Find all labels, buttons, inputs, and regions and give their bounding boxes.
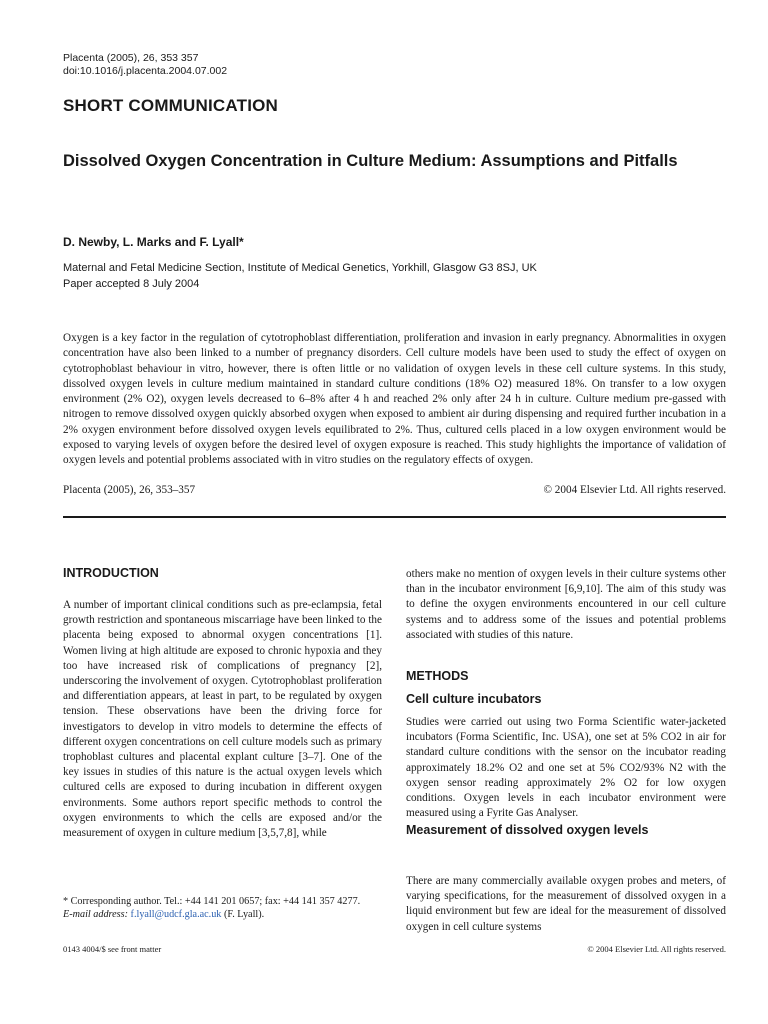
affiliation-block	[63, 260, 537, 292]
abstract-footer	[63, 484, 726, 496]
introduction-paragraph: A number of important clinical conditions such as pre-eclampsia, fetal growth restriction and spontaneous miscarriage have been linked to the placenta being exposed to abnormal oxygen concentrations [1]. Women living at high altitude are exposed to chronic hypoxia and they too have increased risk of complications of pregnancy [2], underscoring the involvement of oxygen. Cytotrophoblast proliferation and differentiation appears, at least in part, to be regulated by oxygen tension. These observations have been the driving force for investigators to develop in vitro models to determine the effects of different oxygen concentrations on cell culture models such as primary trophoblast cultures and placental explant culture [3–7]. One of the key issues in studies of this nature is the actual oxygen levels which cultured cells are exposed to during incubation in different oxygen environments. Some authors report specific methods to control the oxygen environments to which the cells are exposed and/or the measurement of oxygen in culture medium [3,5,7,8], while	[63, 599, 382, 840]
issn-note: 0143 4004/$ see front matter	[63, 944, 162, 954]
affiliation: Maternal and Fetal Medicine Section, Institute of Medical Genetics, Yorkhill, Glasgow G3 8SJ, UK	[63, 262, 537, 274]
corresponding-author-contact: * Corresponding author. Tel.: +44 141 201 0657; fax: +44 141 357 4277.	[63, 896, 361, 907]
dissolved-oxygen-heading: Measurement of dissolved oxygen levels	[406, 823, 649, 837]
citation-line-1: Placenta (2005), 26, 353 357	[63, 52, 199, 64]
abstract-text: Oxygen is a key factor in the regulation of cytotrophoblast differentiation, proliferation and invasion in early pregnancy. Abnormalities in oxygen concentration have also been linked to a number of pregnancy disorders. Cell culture models have been used to study the effect of oxygen on cytotrophoblast behaviour in vitro, however, there is often little or no validation of oxygen levels in these cell culture systems. In this study, dissolved oxygen levels in culture medium maintained in standard culture conditions (18% O2) measured 18%. On transfer to a low oxygen environment (2% O2), oxygen levels decreased to 6–8% after 4 h and reached 2% only after 24 h in culture. Culture medium pre-gassed with nitrogen to remove dissolved oxygen quickly absorbed oxygen when exposed to ambient air during dispensing and required further incubation in a 2% oxygen environment before dissolved oxygen levels equilibrated to 2%. Thus, cultured cells placed in a low oxygen environment would be exposed to varying levels of oxygen before the desired level of oxygen exposure is reached. This study highlights the importance of validation of oxygen levels and potential problems associated with in vitro studies on the regulatory effects of oxygen.	[63, 332, 726, 467]
article-title: Dissolved Oxygen Concentration in Culture Medium: Assumptions and Pitfalls	[63, 152, 678, 170]
email-link[interactable]: f.lyall@udcf.gla.ac.uk	[130, 908, 222, 920]
right-column-continuation: others make no mention of oxygen levels in their culture systems other than in the incubator environment [6,9,10]. The aim of this study was to define the oxygen environments encountered in our cell culture systems and to address some of the issues and potential problems associated with studies of this nature.	[406, 568, 726, 641]
methods-heading: METHODS	[406, 669, 469, 683]
abstract-copyright: © 2004 Elsevier Ltd. All rights reserved.	[543, 484, 726, 496]
section-divider	[63, 516, 726, 518]
email-suffix: (F. Lyall).	[223, 908, 265, 920]
author-list: D. Newby, L. Marks and F. Lyall*	[63, 235, 244, 249]
citation-doi: doi:10.1016/j.placenta.2004.07.002	[63, 65, 228, 77]
email-label: E-mail address:	[63, 908, 128, 920]
dissolved-oxygen-paragraph: There are many commercially available oxygen probes and meters, of varying specifications, for the measurement of dissolved oxygen in a liquid environment but few are ideal for the measurement of dissolved oxygen in cell culture systems	[406, 875, 726, 933]
article-type-heading: SHORT COMMUNICATION	[63, 96, 279, 115]
abstract-journal-ref: Placenta (2005), 26, 353–357	[63, 484, 196, 496]
footer-copyright: © 2004 Elsevier Ltd. All rights reserved.	[587, 944, 726, 954]
email-line	[63, 909, 382, 922]
corresponding-author-footnote	[63, 896, 382, 921]
introduction-heading: INTRODUCTION	[63, 566, 159, 580]
journal-citation	[63, 52, 227, 78]
cell-culture-incubators-heading: Cell culture incubators	[406, 692, 542, 706]
accepted-date: Paper accepted 8 July 2004	[63, 278, 200, 290]
incubators-paragraph: Studies were carried out using two Forma Scientific water-jacketed incubators (Forma Scientific, Inc. USA), one set at 5% CO2 in air for standard culture conditions with the sensor on the incubator reading approximately 18.2% O2 and one set at 5% CO2/93% N2 with the oxygen sensor reading approximately 2% O2 for low oxygen conditions. Oxygen levels in each incubator environment were measured using a Fyrite Gas Analyser.	[406, 716, 726, 820]
